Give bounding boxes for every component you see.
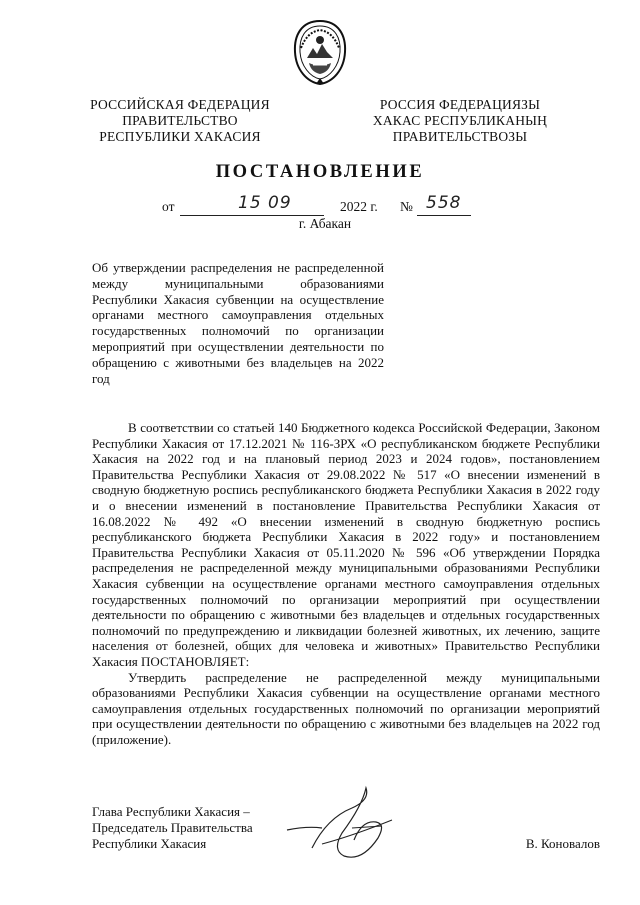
header-right-line-2: ХАКАС РЕСПУБЛИКАНЫҢ [372,113,548,128]
date-handwritten: 15 09 [238,193,292,213]
city-label: г. Абакан [298,216,352,231]
signatory-line-1: Глава Республики Хакасия – [92,804,250,819]
signatory-line-3: Республики Хакасия [92,836,207,851]
document-body [92,420,600,747]
header-left-russian [80,97,280,145]
document-title: ПОСТАНОВЛЕНИЕ [215,162,425,182]
number-handwritten: 558 [426,193,462,213]
coat-of-arms-emblem [289,18,351,86]
header-right-khakas [360,97,560,145]
signatory-name: В. Коновалов [525,836,600,851]
handwritten-signature [282,778,422,868]
header-right-line-1: РОССИЯ ФЕДЕРАЦИЯЗЫ [379,97,541,112]
header-right-line-3: ПРАВИТЕЛЬСТВОЗЫ [392,129,528,144]
header-left-line-3: РЕСПУБЛИКИ ХАКАСИЯ [99,129,261,144]
body-paragraph-1: В соответствии со статьей 140 Бюджетного кодекса Российской Федерации, Законом Республики Хакасия от 17.12.2021 № 116-ЗРХ «О республиканском бюджете Республики Хакасия на 2022 год и на плановый период 2023 и 2024 годов», постановлением Правительства Республики Хакасия от 29.08.2022 № 517 «О внесении изменений в сводную бюджетную роспись республиканского бюджета Республики Хакасия в 2022 году и о внесении изменений в постановление Правительства Республики Хакасия от 16.08.2022 № 492 «О внесении изменений в сводную бюджетную роспись республиканского бюджета Республики Хакасия в 2022 году» и постановлением Правительства Республики Хакасия от 05.11.2020 № 596 «Об утверждении Порядка распределения не распределенной между муниципальными образованиями Республики Хакасия субвенции на осуществление органами местного самоуправления отдельных государственных полномочий по организации мероприятий при осуществлении деятельности по обращению с животными без владельцев и отдельных государственных полномочий по предупреждению и ликвидации болезней животных, их лечению, защите населения от болезней, общих для человека и животных» Правительство Республики Хакасия ПОСТАНОВЛЯЕТ: [92,420,600,669]
signatory-line-2: Председатель Правительства [92,820,253,835]
date-prefix: от [162,199,175,214]
document-subject: Об утверждении распределения не распределенной между муниципальными образованиями Республики Хакасия субвенции на осуществление органами местного самоуправления отдельных государственных полномочий по организации мероприятий при осуществлении деятельности по обращению с животными без владельцев на 2022 год [92,260,384,386]
year-label: 2022 г. [340,199,378,214]
body-paragraph-2: Утвердить распределение не распределенной между муниципальными образованиями Республики Хакасия субвенции на осуществление органами местного самоуправления отдельных государственных полномочий по организации мероприятий при осуществлении деятельности по обращению с животными без владельцев на 2022 год (приложение). [92,669,600,747]
header-left-line-1: РОССИЙСКАЯ ФЕДЕРАЦИЯ [90,97,270,112]
header-left-line-2: ПРАВИТЕЛЬСТВО [122,113,238,128]
signatory-title [92,804,312,852]
number-sign: № [400,199,413,214]
